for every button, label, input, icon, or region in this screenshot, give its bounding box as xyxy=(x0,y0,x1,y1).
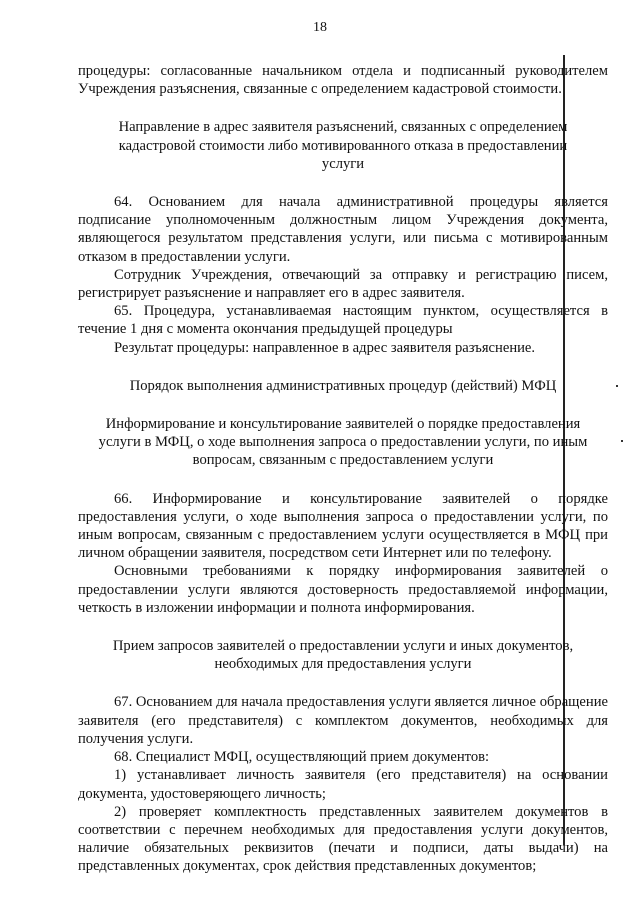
subsection-heading-reception: Прием запросов заявителей о предоставлении услуги и иных документов, необходимых для предоставления услуги xyxy=(112,638,574,673)
paragraph-result: Результат процедуры: направленное в адрес заявителя разъяснение. xyxy=(114,339,536,356)
paragraph-66: 66. Информирование и консультирование заявителей о порядке предоставления услуги, о ходе выполнения запроса о предоставлении услуги, по иным вопросам, связанным с предоставлением услуги осуществляется в МФЦ при личном обращении заявителя, посредством сети Интернет или по телефону. xyxy=(78,490,608,562)
scan-speck xyxy=(621,440,623,442)
page-number: 18 xyxy=(313,20,327,35)
list-item-2: 2) проверяет комплектность представленных заявителем документов в соответствии с перечнем необходимых для предоставления услуги документов, наличие обязательных реквизитов (печати и подписи, даты выдачи) на представленных документах, срок действия представленных документов; xyxy=(78,803,608,875)
paragraph-68: 68. Специалист МФЦ, осуществляющий прием документов: xyxy=(114,749,490,766)
section-heading-response: Направление в адрес заявителя разъяснений, связанных с определением кадастровой стоимости либо мотивированного отказа в предоставлении услуги xyxy=(118,119,568,172)
paragraph-continuation: процедуры: согласованные начальником отдела и подписанный руководителем Учреждения разъяснения, связанные с определением кадастровой стоимости. xyxy=(78,63,608,98)
paragraph-registration: Сотрудник Учреждения, отвечающий за отправку и регистрацию писем, регистрирует разъяснение и направляет его в адрес заявителя. xyxy=(78,266,608,302)
subsection-heading-informing: Информирование и консультирование заявителей о порядке предоставления услуги в МФЦ, о ходе выполнения запроса о предоставлении услуги, по иным вопросам, связанным с предоставлением услуги xyxy=(98,416,588,469)
section-heading-mfc: Порядок выполнения административных процедур (действий) МФЦ xyxy=(129,377,557,394)
document-body xyxy=(78,62,608,876)
paragraph-requirements: Основными требованиями к порядку информирования заявителей о предоставлении услуги являются достоверность предоставляемой информации, четкость в изложении информации и полнота информирования. xyxy=(78,563,608,616)
list-item-1: 1) устанавливает личность заявителя (его представителя) на основании документа, удостоверяющего личность; xyxy=(78,767,608,802)
scan-speck xyxy=(616,385,618,387)
paragraph-64: 64. Основанием для начала административной процедуры является подписание уполномоченным должностным лицом Учреждения документа, являющегося результатом представления услуги, или письма с мотивированным отказом в предоставлении услуги. xyxy=(78,194,608,265)
paragraph-67: 67. Основанием для начала предоставления услуги является личное обращение заявителя (его представителя) с комплектом документов, необходимых для получения услуги. xyxy=(78,694,608,747)
paragraph-65: 65. Процедура, устанавливаемая настоящим пунктом, осуществляется в течение 1 дня с момента окончания предыдущей процедуры xyxy=(78,303,608,338)
